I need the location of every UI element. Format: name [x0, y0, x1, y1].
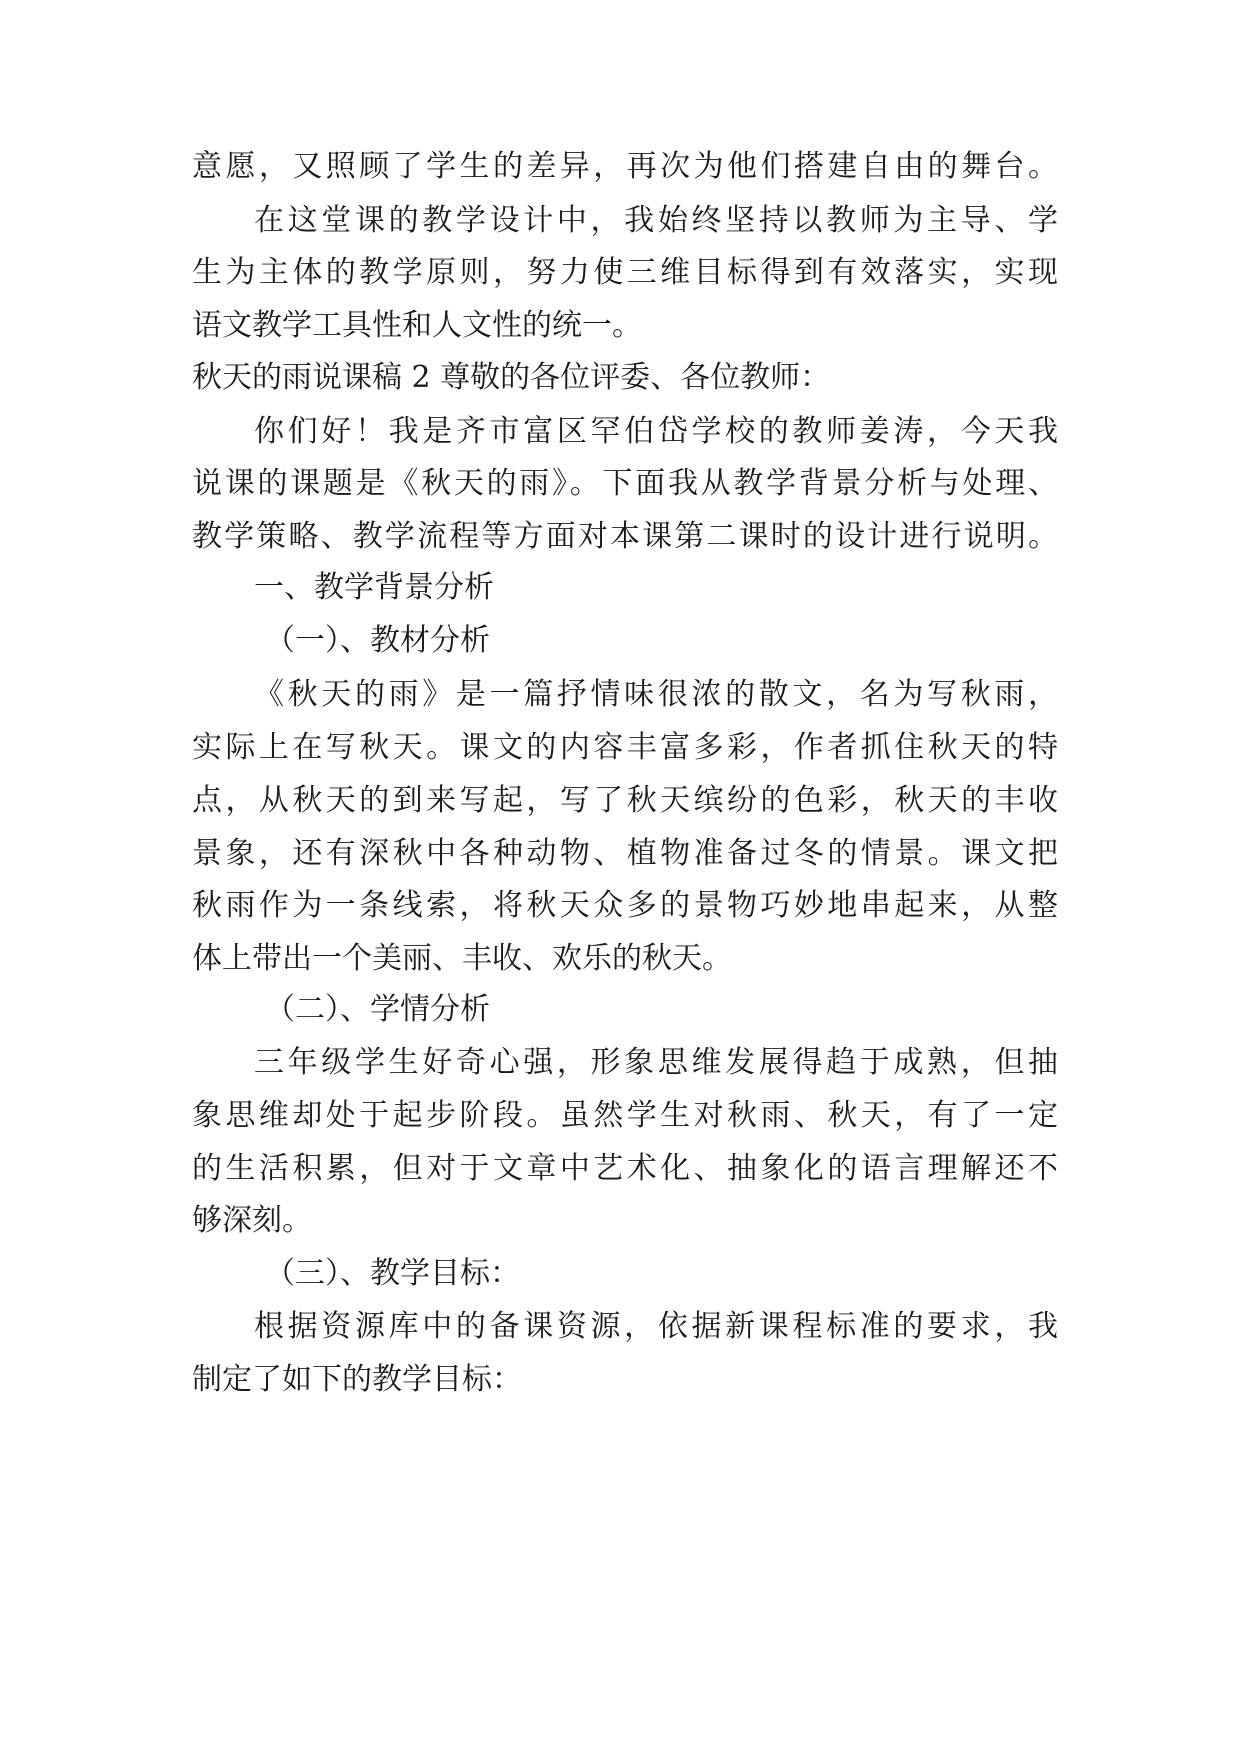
paragraph-line: 根据资源库中的备课资源，依据新课程标准的要求，我: [254, 1309, 1058, 1344]
paragraph-line: 点，从秋天的到来写起，写了秋天缤纷的色彩，秋天的丰收: [192, 783, 1058, 818]
subsection-heading: （二）、学情分析: [265, 992, 490, 1027]
paragraph-line: 在这堂课的教学设计中，我始终坚持以教师为主导、学: [254, 203, 1058, 238]
paragraph-line: 景象，还有深秋中各种动物、植物准备过冬的情景。课文把: [192, 836, 1058, 871]
paragraph-line: 够深刻。: [192, 1203, 312, 1238]
paragraph-line: 三年级学生好奇心强，形象思维发展得趋于成熟，但抽: [254, 1045, 1058, 1080]
paragraph-line: 象思维却处于起步阶段。虽然学生对秋雨、秋天，有了一定: [192, 1098, 1058, 1133]
paragraph-line: 实际上在写秋天。课文的内容丰富多彩，作者抓住秋天的特: [192, 730, 1058, 765]
paragraph-line: 意愿，又照顾了学生的差异，再次为他们搭建自由的舞台。: [192, 149, 1058, 184]
subsection-heading: （三）、教学目标：: [265, 1256, 520, 1291]
section-heading: 一、教学背景分析: [254, 570, 494, 605]
paragraph-line: 体上带出一个美丽、丰收、欢乐的秋天。: [192, 941, 732, 976]
paragraph-line: 的生活积累，但对于文章中艺术化、抽象化的语言理解还不: [192, 1151, 1058, 1186]
paragraph-line: 教学策略、教学流程等方面对本课第二课时的设计进行说明。: [192, 519, 1058, 554]
paragraph-line: 语文教学工具性和人文性的统一。: [192, 308, 642, 343]
paragraph-line: 说课的课题是《秋天的雨》。下面我从教学背景分析与处理、: [192, 466, 1058, 501]
paragraph-line: 生为主体的教学原则，努力使三维目标得到有效落实，实现: [192, 255, 1058, 290]
paragraph-line: 《秋天的雨》是一篇抒情味很浓的散文，名为写秋雨，: [254, 677, 1058, 712]
paragraph-line: 秋雨作为一条线索，将秋天众多的景物巧妙地串起来，从整: [192, 888, 1058, 923]
paragraph-line: 制定了如下的教学目标：: [192, 1362, 522, 1397]
subsection-heading: （一）、教材分析: [265, 623, 490, 658]
paragraph-line: 你们好！我是齐市富区罕伯岱学校的教师姜涛，今天我: [254, 414, 1058, 449]
section-heading: 秋天的雨说课稿 2 尊敬的各位评委、各位教师：: [192, 360, 831, 395]
